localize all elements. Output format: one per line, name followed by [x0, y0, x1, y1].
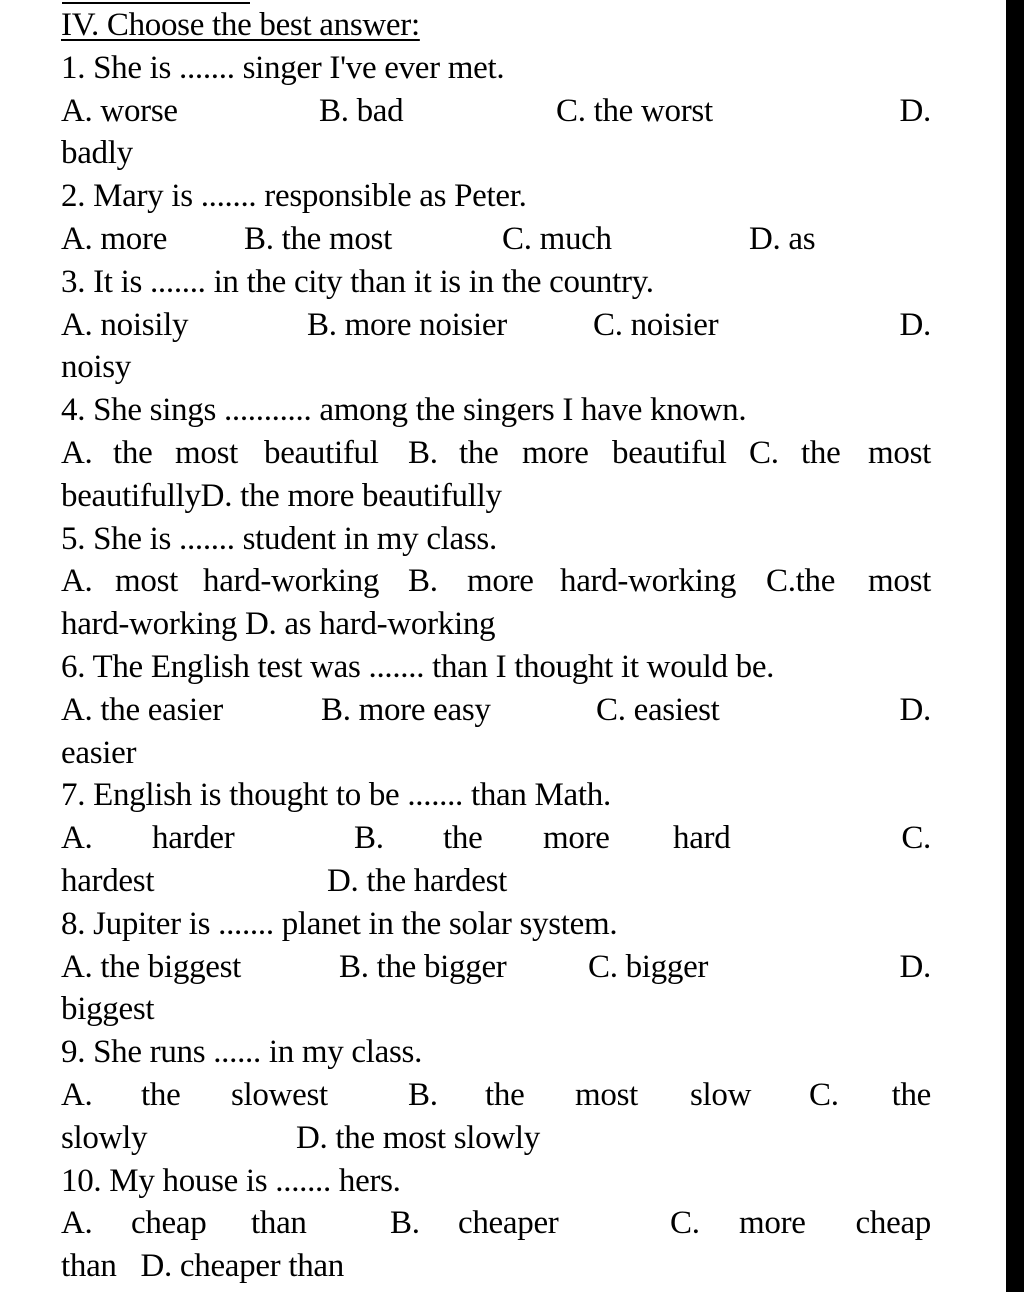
q7-word-1: A.: [61, 820, 93, 857]
q7-word-3: B.: [354, 820, 384, 857]
question-9-options-line-1: [61, 1074, 931, 1117]
q10-word-3: than: [251, 1205, 307, 1242]
q2-option-c: C. much: [502, 220, 612, 257]
question-5-options-line-2: hard-working D. as hard-working: [61, 606, 496, 643]
q4-word-9: C.: [749, 434, 779, 471]
q10-word-7: more: [739, 1205, 806, 1242]
q4-word-8: beautiful: [612, 434, 727, 471]
question-7-options-line-2: [61, 860, 931, 903]
q3-option-c: C. noisier: [593, 306, 719, 343]
q1-option-a: A. worse: [61, 92, 178, 129]
q9-word-3: slowest: [231, 1076, 328, 1113]
q9-word-4: B.: [408, 1076, 438, 1113]
q10-word-2: cheap: [131, 1205, 207, 1242]
q5-word-8: most: [868, 563, 931, 600]
q10-word-6: C.: [670, 1205, 700, 1242]
q10-word-4: B.: [390, 1205, 420, 1242]
q4-word-4: beautiful: [264, 434, 379, 471]
question-3-options: [61, 304, 931, 347]
q8-option-d: D.: [899, 948, 931, 985]
question-10-stem: 10. My house is ....... hers.: [61, 1162, 401, 1199]
question-4-options-line-2: beautifullyD. the more beautifully: [61, 477, 502, 514]
question-7-options-line-1: [61, 817, 931, 860]
q7-word-4: the: [443, 820, 483, 857]
question-8-options: [61, 946, 931, 989]
q4-word-11: most: [868, 434, 931, 471]
q8-option-c: C. bigger: [588, 948, 709, 985]
q6-option-b: B. more easy: [321, 691, 491, 728]
question-2-stem: 2. Mary is ....... responsible as Peter.: [61, 178, 527, 215]
q4-word-1: A.: [61, 434, 93, 471]
q4-word-5: B.: [408, 434, 438, 471]
question-4-stem: 4. She sings ........... among the singers I have known.: [61, 392, 747, 429]
question-2-options: [61, 218, 931, 261]
question-10-options-line-2: than D. cheaper than: [61, 1248, 344, 1285]
q5-word-5: more: [467, 563, 534, 600]
q6-option-d-text: easier: [61, 734, 137, 771]
q9-word-2: the: [141, 1076, 181, 1113]
q2-option-d: D. as: [749, 220, 816, 257]
q1-option-d: D.: [899, 92, 931, 129]
q5-word-3: hard-working: [203, 563, 380, 600]
q6-option-d: D.: [899, 691, 931, 728]
q5-word-7: C.the: [766, 563, 836, 600]
q5-word-4: B.: [408, 563, 438, 600]
q9-word-1: A.: [61, 1076, 93, 1113]
q1-option-c: C. the worst: [556, 92, 713, 129]
q5-word-6: hard-working: [560, 563, 737, 600]
q4-word-3: most: [175, 434, 238, 471]
q5-word-1: A.: [61, 563, 93, 600]
question-9-stem: 9. She runs ...... in my class.: [61, 1034, 423, 1071]
q5-word-2: most: [115, 563, 178, 600]
question-6-stem: 6. The English test was ....... than I thought it would be.: [61, 648, 775, 685]
question-5-stem: 5. She is ....... student in my class.: [61, 520, 497, 557]
q8-option-d-text: biggest: [61, 991, 155, 1028]
q9-word-6: most: [575, 1076, 638, 1113]
question-9-options-line-2: [61, 1117, 931, 1160]
question-1-options: [61, 90, 931, 133]
q9-word-9: the: [891, 1076, 931, 1113]
q1-option-b: B. bad: [319, 92, 404, 129]
q10-word-1: A.: [61, 1205, 93, 1242]
q8-option-b: B. the bigger: [339, 948, 507, 985]
q1-option-d-text: badly: [61, 135, 133, 172]
q7-word-6: hard: [673, 820, 731, 857]
question-3-stem: 3. It is ....... in the city than it is in the country.: [61, 263, 654, 300]
q7-option-c-text: hardest: [61, 862, 155, 899]
q4-word-6: the: [459, 434, 499, 471]
exercise-body: [61, 4, 931, 1288]
q3-option-d: D.: [899, 306, 931, 343]
exercise-heading: IV. Choose the best answer:: [61, 7, 420, 43]
q10-word-8: cheap: [855, 1205, 931, 1242]
q3-option-b: B. more noisier: [307, 306, 507, 343]
q9-word-8: C.: [809, 1076, 839, 1113]
q7-option-d: D. the hardest: [327, 862, 507, 899]
question-4-options-line-1: [61, 432, 931, 475]
question-8-stem: 8. Jupiter is ....... planet in the solar system.: [61, 905, 618, 942]
question-10-options-line-1: [61, 1202, 931, 1245]
q8-option-a: A. the biggest: [61, 948, 242, 985]
q4-word-10: the: [801, 434, 841, 471]
question-7-stem: 7. English is thought to be ....... than Math.: [61, 777, 611, 814]
q4-word-2: the: [113, 434, 153, 471]
q7-word-5: more: [543, 820, 610, 857]
q7-word-2: harder: [152, 820, 235, 857]
q4-word-7: more: [522, 434, 589, 471]
q10-word-5: cheaper: [458, 1205, 559, 1242]
q9-option-d: D. the most slowly: [296, 1119, 540, 1156]
question-6-options: [61, 689, 931, 732]
q2-option-b: B. the most: [244, 220, 392, 257]
q7-word-7: C.: [901, 820, 931, 857]
question-1-stem: 1. She is ....... singer I've ever met.: [61, 49, 505, 86]
q6-option-a: A. the easier: [61, 691, 223, 728]
q3-option-d-text: noisy: [61, 349, 132, 386]
q2-option-a: A. more: [61, 220, 168, 257]
q9-word-7: slow: [690, 1076, 752, 1113]
q9-option-c-text: slowly: [61, 1119, 148, 1156]
q3-option-a: A. noisily: [61, 306, 189, 343]
question-5-options-line-1: [61, 560, 931, 603]
q6-option-c: C. easiest: [596, 691, 720, 728]
q9-word-5: the: [485, 1076, 525, 1113]
